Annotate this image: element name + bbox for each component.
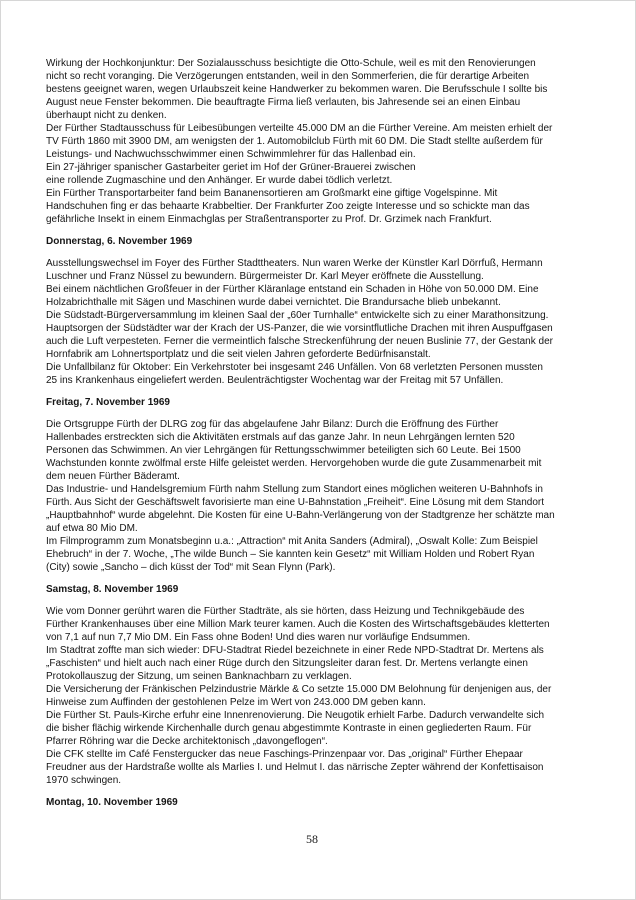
section-heading-montag-10-november-1969: Montag, 10. November 1969 [46, 797, 178, 808]
section-heading-freitag-7-november-1969: Freitag, 7. November 1969 [46, 397, 170, 408]
paragraph-wednesday-news: Wirkung der Hochkonjunktur: Der Sozialausschuss besichtigte die Otto-Schule, weil es mit den Renovierungen nicht so recht voranging. Die Verzögerungen entstanden, weil in den Sommerferien, die für derartige Arbeiten bestens geeignet waren, wegen Urlaubszeit keine Handwerker zu bekommen waren. Die Berufsschule I sollte bis August neue Fenster bekommen. Die beauftragte Firma ließ verlauten, bis Jahresende sei an einen Einbau überhaupt nicht zu denken. Der Fürther Stadtausschuss für Leibesübungen verteilte 45.000 DM an die Fürther Vereine. Am meisten erhielt der TV Fürth 1860 mit 3900 DM, am wenigsten der 1. Automobilclub Fürth mit 60 DM. Die Stadt stellte außerdem für Leistungs- und Nachwuchsschwimmer einen Schwimmlehrer für das Hallenbad ein. Ein 27-jähriger spanischer Gastarbeiter geriet im Hof der Grüner-Brauerei zwischen eine rollende Zugmaschine und den Anhänger. Er wurde dabei tödlich verletzt. Ein Fürther Transportarbeiter fand beim Bananensortieren am Großmarkt eine giftige Vogelspinne. Mit Handschuhen fing er das behaarte Krabbeltier. Der Frankfurter Zoo zeigte Interesse und so schickte man das gefährliche Insekt in einem Einmachglas per Straßentransporter zu Prof. Dr. Grzimek nach Frankfurt. [46, 58, 553, 225]
paragraph-donnerstag-news: Ausstellungswechsel im Foyer des Fürther Stadttheaters. Nun waren Werke der Künstler Karl Dörrfuß, Hermann Luschner und Franz Nüssel zu bewundern. Bürgermeister Dr. Karl Meyer eröffnete die Ausstellung. Bei einem nächtlichen Großfeuer in der Fürther Kläranlage entstand ein Schaden in Höhe von 50.000 DM. Eine Holzabrichthalle mit Sägen und Maschinen wurde dabei vernichtet. Die Brandursache blieb unbekannt. Die Südstadt-Bürgerversammlung im kleinen Saal der „60er Turnhalle“ entwickelte sich zu einer Marathonsitzung. Hauptsorgen der Südstädter war der Krach der US-Panzer, die wie vorsintflutliche Drachen mit ihren Auspuffgasen auch die Luft verpesteten. Ferner die vermeintlich falsche Streckenführung der neuen Buslinie 77, der Gestank der Hornfabrik am Lohnertsportplatz und die seit vielen Jahren geforderte Bedürfnisanstalt. Die Unfallbilanz für Oktober: Ein Verkehrstoter bei insgesamt 246 Unfällen. Von 68 verletzten Personen mussten 25 ins Krankenhaus eingeliefert werden. Beulenträchtigster Wochentag war der Freitag mit 57 Unfällen. [46, 258, 553, 386]
section-heading-donnerstag-6-november-1969: Donnerstag, 6. November 1969 [46, 236, 193, 247]
paragraph-freitag-news: Die Ortsgruppe Fürth der DLRG zog für das abgelaufene Jahr Bilanz: Durch die Eröffnung des Fürther Hallenbades erstreckten sich die Aktivitäten erstmals auf das ganze Jahr. In neun Lehrgängen lernten 520 Personen das Schwimmen. An vier Lehrgängen für Rettungsschwimmer beteiligten sich 60 Leute. Bei 1500 Wachstunden konnte zwölfmal erste Hilfe geleistet werden. Hervorgehoben wurde die gute Zusammenarbeit mit dem neuen Fürther Bäderamt. Das Industrie- und Handelsgremium Fürth nahm Stellung zum Standort eines möglichen weiteren U-Bahnhofs in Fürth. Aus Sicht der Geschäftswelt favorisierte man eine U-Bahnstation „Freiheit“. Eine Lösung mit dem Standort „Hauptbahnhof“ wurde abgelehnt. Die Kosten für eine U-Bahn-Verlängerung von der Stadtgrenze her schätzte man auf etwa 80 Mio DM. Im Filmprogramm zum Monatsbeginn u.a.: „Attraction“ mit Anita Sanders (Admiral), „Oswalt Kolle: Zum Beispiel Ehebruch“ in der 7. Woche, „The wilde Bunch – Sie kannten kein Gesetz“ mit William Holden und Robert Ryan (City) sowie „Sancho – dich küsst der Tod“ mit Sean Flynn (Park). [46, 419, 555, 573]
paragraph-samstag-news: Wie vom Donner gerührt waren die Fürther Stadträte, als sie hörten, dass Heizung und Technikgebäude des Fürther Krankenhauses über eine Million Mark teurer kamen. Auch die Kosten des Wirtschaftsgebäudes kletterten von 7,1 auf nun 7,7 Mio DM. Ein Fass ohne Boden! Und dies waren nur vorläufige Endsummen. Im Stadtrat zoffte man sich wieder: DFU-Stadtrat Riedel bezeichnete in einer Rede NPD-Stadtrat Dr. Mertens als „Faschisten“ und hielt auch nach einer Rüge durch den Sitzungsleiter daran fest. Dr. Mertens verlangte einen Protokollauszug der Sitzung, um seinen Banknachbarn zu verklagen. Die Versicherung der Fränkischen Pelzindustrie Märkle & Co setzte 15.000 DM Belohnung für denjenigen aus, der Hinweise zum Auffinden der gestohlenen Pelze im Wert von 243.000 DM geben kann. Die Fürther St. Pauls-Kirche erfuhr eine Innenrenovierung. Die Neugotik erhielt Farbe. Dadurch verwandelte sich die bisher flächig wirkende Kirchenhalle durch genau abgestimmte Kontraste in einen gegliederten Raum. Für Pfarrer Röhring war die Decke architektonisch „davongeflogen“. Die CFK stellte im Café Fenstergucker das neue Faschings-Prinzenpaar vor. Das „original“ Fürther Ehepaar Freudner aus der Hardstraße wollte als Marlies I. und Helmut I. das närrische Zepter während der Konfettisaison 1970 schwingen. [46, 606, 552, 786]
section-heading-samstag-8-november-1969: Samstag, 8. November 1969 [46, 584, 179, 595]
page-number: 58 [306, 832, 318, 846]
page-content [46, 57, 608, 818]
